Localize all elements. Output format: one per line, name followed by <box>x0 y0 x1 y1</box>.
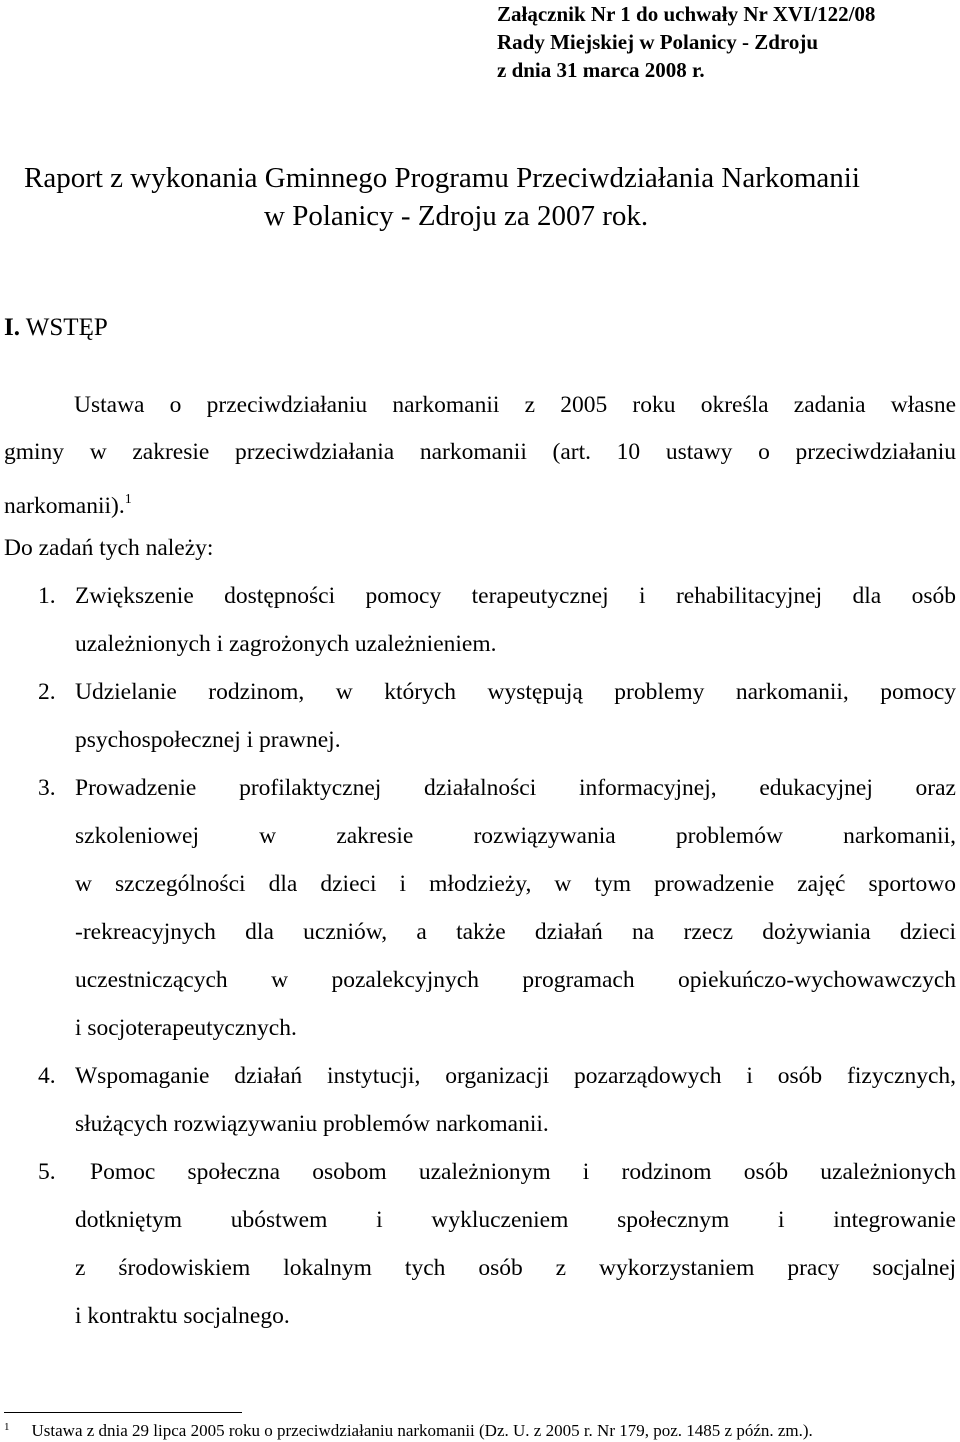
list-item-line: z środowiskiem lokalnym tych osób z wykorzystaniem pracy socjalnej <box>75 1255 956 1281</box>
list-item-line: służących rozwiązywaniu problemów narkomanii. <box>75 1111 549 1137</box>
list-item-line: w szczególności dla dzieci i młodzieży, w tym prowadzenie zajęć sportowo <box>75 871 956 897</box>
tasks-intro: Do zadań tych należy: <box>4 535 214 561</box>
list-item-line: Wspomaganie działań instytucji, organizacji pozarządowych i osób fizycznych, <box>75 1063 956 1089</box>
list-item-line: Pomoc społeczna osobom uzależnionym i rodzinom osób uzależnionych <box>90 1159 956 1185</box>
section-number: I. <box>4 314 20 341</box>
footnote-mark: 1 <box>4 1421 10 1433</box>
list-item-line: szkoleniowej w zakresie rozwiązywania problemów narkomanii, <box>75 823 956 849</box>
list-item-line: psychospołecznej i prawnej. <box>75 727 341 753</box>
section-heading <box>4 314 108 342</box>
title-line-2: w Polanicy - Zdroju za 2007 rok. <box>264 200 649 232</box>
footnote-reference: 1 <box>124 492 132 507</box>
annex-header <box>497 0 875 84</box>
intro-line-3-text: narkomanii). <box>4 493 125 519</box>
list-item-line: -rekreacyjnych dla uczniów, a także działań na rzecz dożywiania dzieci <box>75 919 956 945</box>
list-item-line: uczestniczących w pozalekcyjnych programach opiekuńczo-wychowawczych <box>75 967 956 993</box>
intro-line-1: Ustawa o przeciwdziałaniu narkomanii z 2005 roku określa zadania własne <box>74 392 956 418</box>
list-item-line: Prowadzenie profilaktycznej działalności informacyjnej, edukacyjnej oraz <box>75 775 956 801</box>
title-line-1: Raport z wykonania Gminnego Programu Przeciwdziałania Narkomanii <box>24 162 860 194</box>
footnote-text: Ustawa z dnia 29 lipca 2005 roku o przeciwdziałaniu narkomanii (Dz. U. z 2005 r. Nr 179, poz. 1485 z późn. zm.). <box>31 1421 813 1440</box>
annex-line-2: Rady Miejskiej w Polanicy - Zdroju <box>497 30 819 54</box>
list-item-line: Zwiększenie dostępności pomocy terapeutycznej i rehabilitacyjnej dla osób <box>75 583 956 609</box>
list-item-number: 1. <box>38 583 56 609</box>
list-item-line: i kontraktu socjalnego. <box>75 1303 290 1329</box>
list-item-line: Udzielanie rodzinom, w których występują problemy narkomanii, pomocy <box>75 679 956 705</box>
section-title: WSTĘP <box>25 314 108 341</box>
intro-line-3 <box>4 485 132 521</box>
list-item-line: uzależnionych i zagrożonych uzależnieniem. <box>75 631 497 657</box>
list-item-number: 4. <box>38 1063 56 1089</box>
annex-line-3: z dnia 31 marca 2008 r. <box>497 58 705 82</box>
list-item-number: 5. <box>38 1159 56 1185</box>
annex-line-1: Załącznik Nr 1 do uchwały Nr XVI/122/08 <box>497 2 876 26</box>
intro-line-2: gminy w zakresie przeciwdziałania narkomanii (art. 10 ustawy o przeciwdziałaniu <box>4 439 956 465</box>
list-item-line: dotkniętym ubóstwem i wykluczeniem społecznym i integrowanie <box>75 1207 956 1233</box>
list-item-number: 3. <box>38 775 56 801</box>
footnote-divider <box>4 1412 242 1413</box>
footnote <box>4 1416 813 1442</box>
list-item-number: 2. <box>38 679 56 705</box>
list-item-line: i socjoterapeutycznych. <box>75 1015 297 1041</box>
